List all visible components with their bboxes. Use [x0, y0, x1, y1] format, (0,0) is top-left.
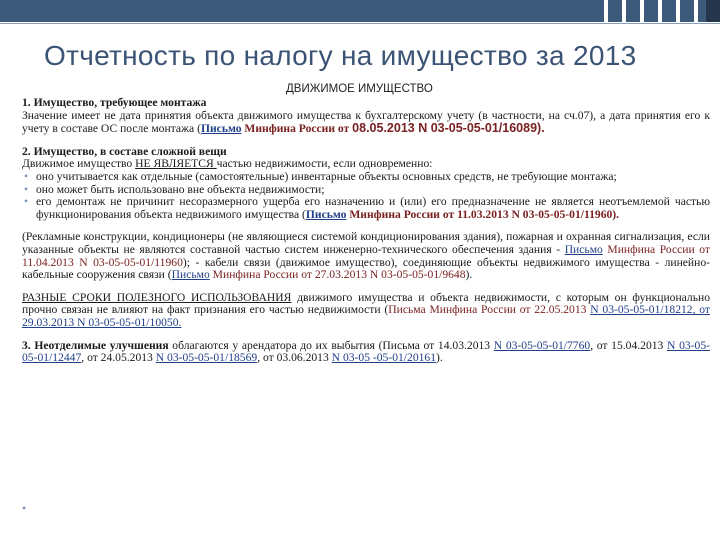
paragraph-text: ). [465, 268, 473, 282]
section-3-text [22, 231, 710, 281]
header-stripe [676, 0, 680, 22]
letter-link[interactable]: N 03-05-05-01/18212, от 29.03.2013 N 03-05-05-01/10050. [22, 303, 710, 329]
section-4-text [22, 292, 710, 330]
header-band [0, 0, 720, 22]
intro-text-end: частью недвижимости, если одновременно: [216, 157, 433, 171]
letter-ref: Минфина России от [241, 122, 350, 136]
letter-ref: Минфина России от 11.03.2013 N 03-05-05-01/11960). [349, 207, 620, 221]
empty-bullet-icon: • [22, 501, 27, 515]
emphasis-text: РАЗНЫЕ СРОКИ ПОЛЕЗНОГО ИСПОЛЬЗОВАНИЯ [22, 290, 292, 304]
list-item [22, 196, 710, 221]
letter-link[interactable]: Письмо [305, 207, 347, 221]
section-5-text [22, 340, 710, 365]
letter-ref: Письма Минфина России от 22.05.2013 [388, 303, 591, 317]
section-5-heading: 3. Неотделимые улучшения [22, 338, 169, 352]
header-rule [0, 23, 720, 24]
paragraph-text: (Рекламные конструкции, кондиционеры (не являющиеся системой кондиционирования здания), пожарная и охранная сигнализация, если указанные объекты не являются составной частью систем инженерно-технического обеспечения здания - [22, 230, 710, 256]
letter-link[interactable]: Письмо [564, 242, 603, 256]
header-corner-block [706, 0, 720, 22]
header-bar [0, 0, 720, 40]
list-item-text: его демонтаж не причинит несоразмерного ущерба его назначению и (или) его предназначение не является неотъемлемой частью функционирования объекта недвижимого имущества ( [36, 195, 710, 221]
paragraph-text: ); - кабели связи (движимое имущество), соединяющие объекты недвижимого имущества - линейно-кабельные сооружения связи ( [22, 255, 710, 282]
section-1-heading: 1. Имущество, требующее монтажа [22, 96, 207, 109]
header-stripe [640, 0, 644, 22]
intro-emphasis: НЕ ЯВЛЯЕТСЯ [135, 157, 217, 171]
header-stripe [604, 0, 608, 22]
conditions-list [22, 171, 710, 221]
letter-link[interactable]: N 03-05-05-01/12447 [22, 338, 710, 365]
intro-text: Движимое имущество [22, 157, 136, 171]
slide-title: Отчетность по налогу на имущество за 2013 [44, 40, 637, 71]
list-item: • оно учитывается как отдельные (самостоятельные) инвентарные объекты основных средств, не требующие монтажа; [22, 171, 710, 184]
slide-subtitle: ДВИЖИМОЕ ИМУЩЕСТВО [286, 83, 433, 95]
paragraph-text: , от 24.05.2013 [81, 351, 156, 365]
letter-link[interactable]: Письмо [171, 268, 210, 282]
letter-link[interactable]: N 03-05-05-01/7760 [493, 338, 591, 352]
header-stripe [694, 0, 698, 22]
header-stripe [622, 0, 626, 22]
paragraph-text: , от 03.06.2013 [257, 351, 332, 365]
letter-ref: Минфина России от 27.03.2013 N 03-05-05-01/9648 [209, 268, 466, 282]
letter-ref: Минфина России от 11.04.2013 N 03-05-05-01/11960 [22, 242, 710, 269]
section-2-heading: 2. Имущество, в составе сложной вещи [22, 144, 227, 158]
paragraph-text: облагаются у арендатора до их выбытия (Письма от 14.03.2013 [168, 338, 494, 352]
letter-ref-date: 08.05.2013 N 03-05-05-01/16089). [352, 121, 545, 136]
paragraph-text: , от 15.04.2013 [590, 338, 668, 352]
list-item: • оно может быть использовано вне объекта недвижимости; [22, 184, 710, 197]
paragraph-text: ). [436, 351, 443, 365]
slide-body [22, 97, 710, 365]
letter-link[interactable]: Письмо [200, 122, 242, 136]
header-stripe [658, 0, 662, 22]
section-1-text [22, 110, 710, 136]
letter-link[interactable]: N 03-05 -05-01/20161 [331, 351, 437, 365]
letter-link[interactable]: N 03-05-05-01/18569 [155, 351, 258, 365]
paragraph-text: движимого имущества и объекта недвижимости, с которым он функционально прочно связан не влияют на факт признания его частью недвижимости ( [22, 290, 710, 317]
section-1-body: Значение имеет не дата принятия объекта движимого имущества к бухгалтерскому учету (в частности, на сч.07), а дата принятия его к учету в составе ОС после монтажа ( [22, 108, 710, 136]
